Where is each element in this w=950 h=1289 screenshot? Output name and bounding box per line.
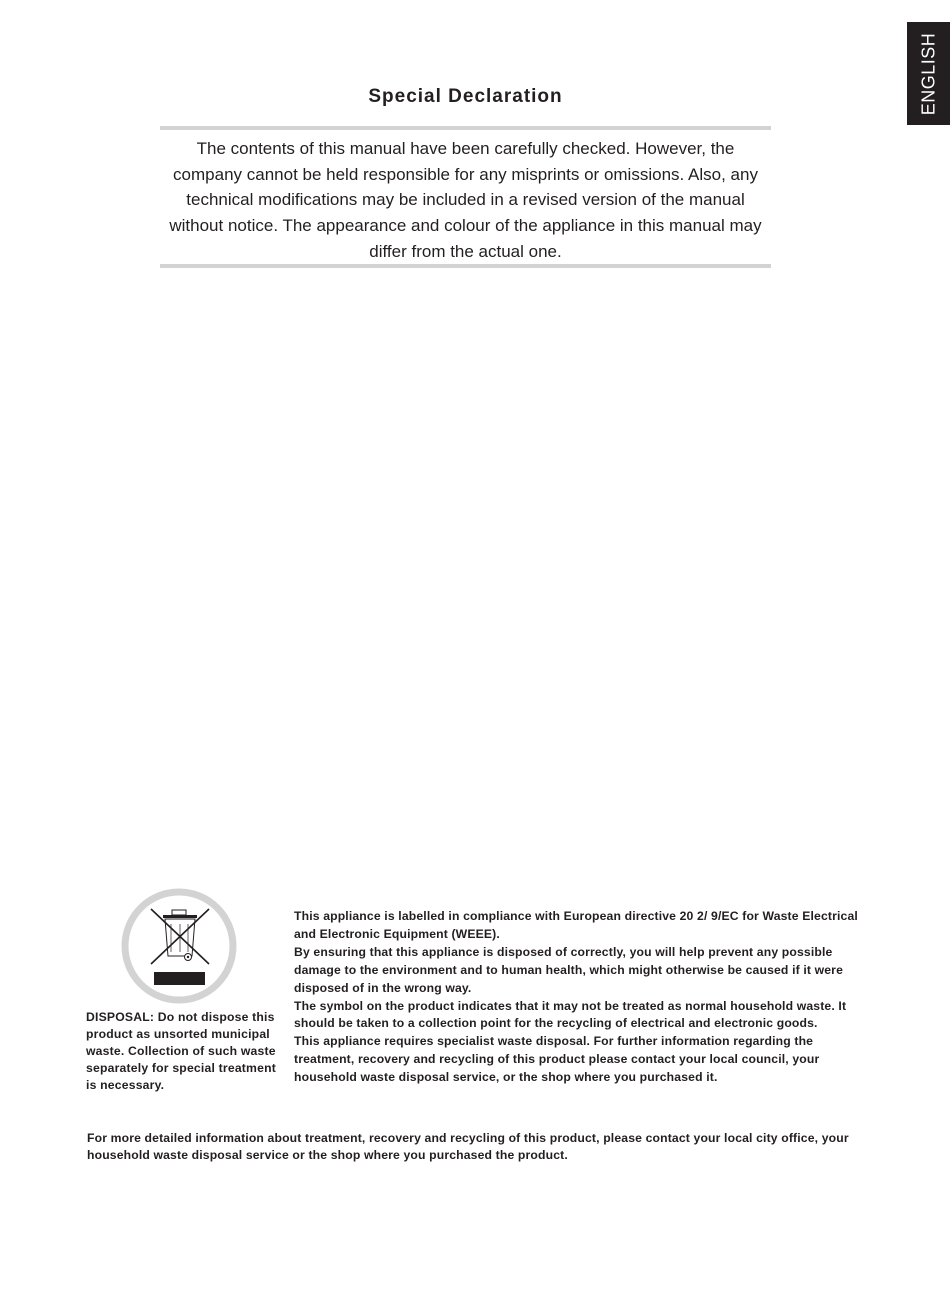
crossed-out-wheelie-bin-icon xyxy=(121,888,237,1004)
weee-paragraph: By ensuring that this appliance is disposed of correctly, you will help prevent any possible damage to the environment and to human health, which might otherwise be caused if it were disposed of in the wrong way. xyxy=(294,944,844,995)
more-information-text: For more detailed information about treatment, recovery and recycling of this product, please contact your local city office, your household waste disposal service or the shop where you purchased the product. xyxy=(87,1131,849,1162)
weee-paragraph: This appliance is labelled in compliance with European directive 20 2/ 9/EC for Waste Electrical and Electronic Equipment (WEEE). xyxy=(294,909,858,941)
declaration-text: The contents of this manual have been carefully checked. However, the company cannot be held responsible for any misprints or omissions. Also, any technical modifications may be included in a revised version of the manual without notice. The appearance and colour of the appliance in this manual may differ from the actual one. xyxy=(169,139,762,261)
disposal-note: DISPOSAL: Do not dispose this product as unsorted municipal waste. Collection of such waste separately for special treatment is necessary. xyxy=(86,1010,276,1092)
page-title: Special Declaration xyxy=(368,86,563,107)
top-divider xyxy=(160,126,771,130)
weee-paragraph: This appliance requires specialist waste disposal. For further information regarding the treatment, recovery and recycling of this product please contact your local council, your household waste disposal service, or the shop where you purchased it. xyxy=(294,1034,820,1085)
language-tab-label: ENGLISH xyxy=(918,32,938,115)
weee-information xyxy=(294,908,874,1087)
bottom-divider xyxy=(160,264,771,268)
weee-paragraph: The symbol on the product indicates that it may not be treated as normal household waste. It should be taken to a collection point for the recycling of electrical and electronic goods. xyxy=(294,998,847,1031)
language-tab xyxy=(907,22,950,125)
